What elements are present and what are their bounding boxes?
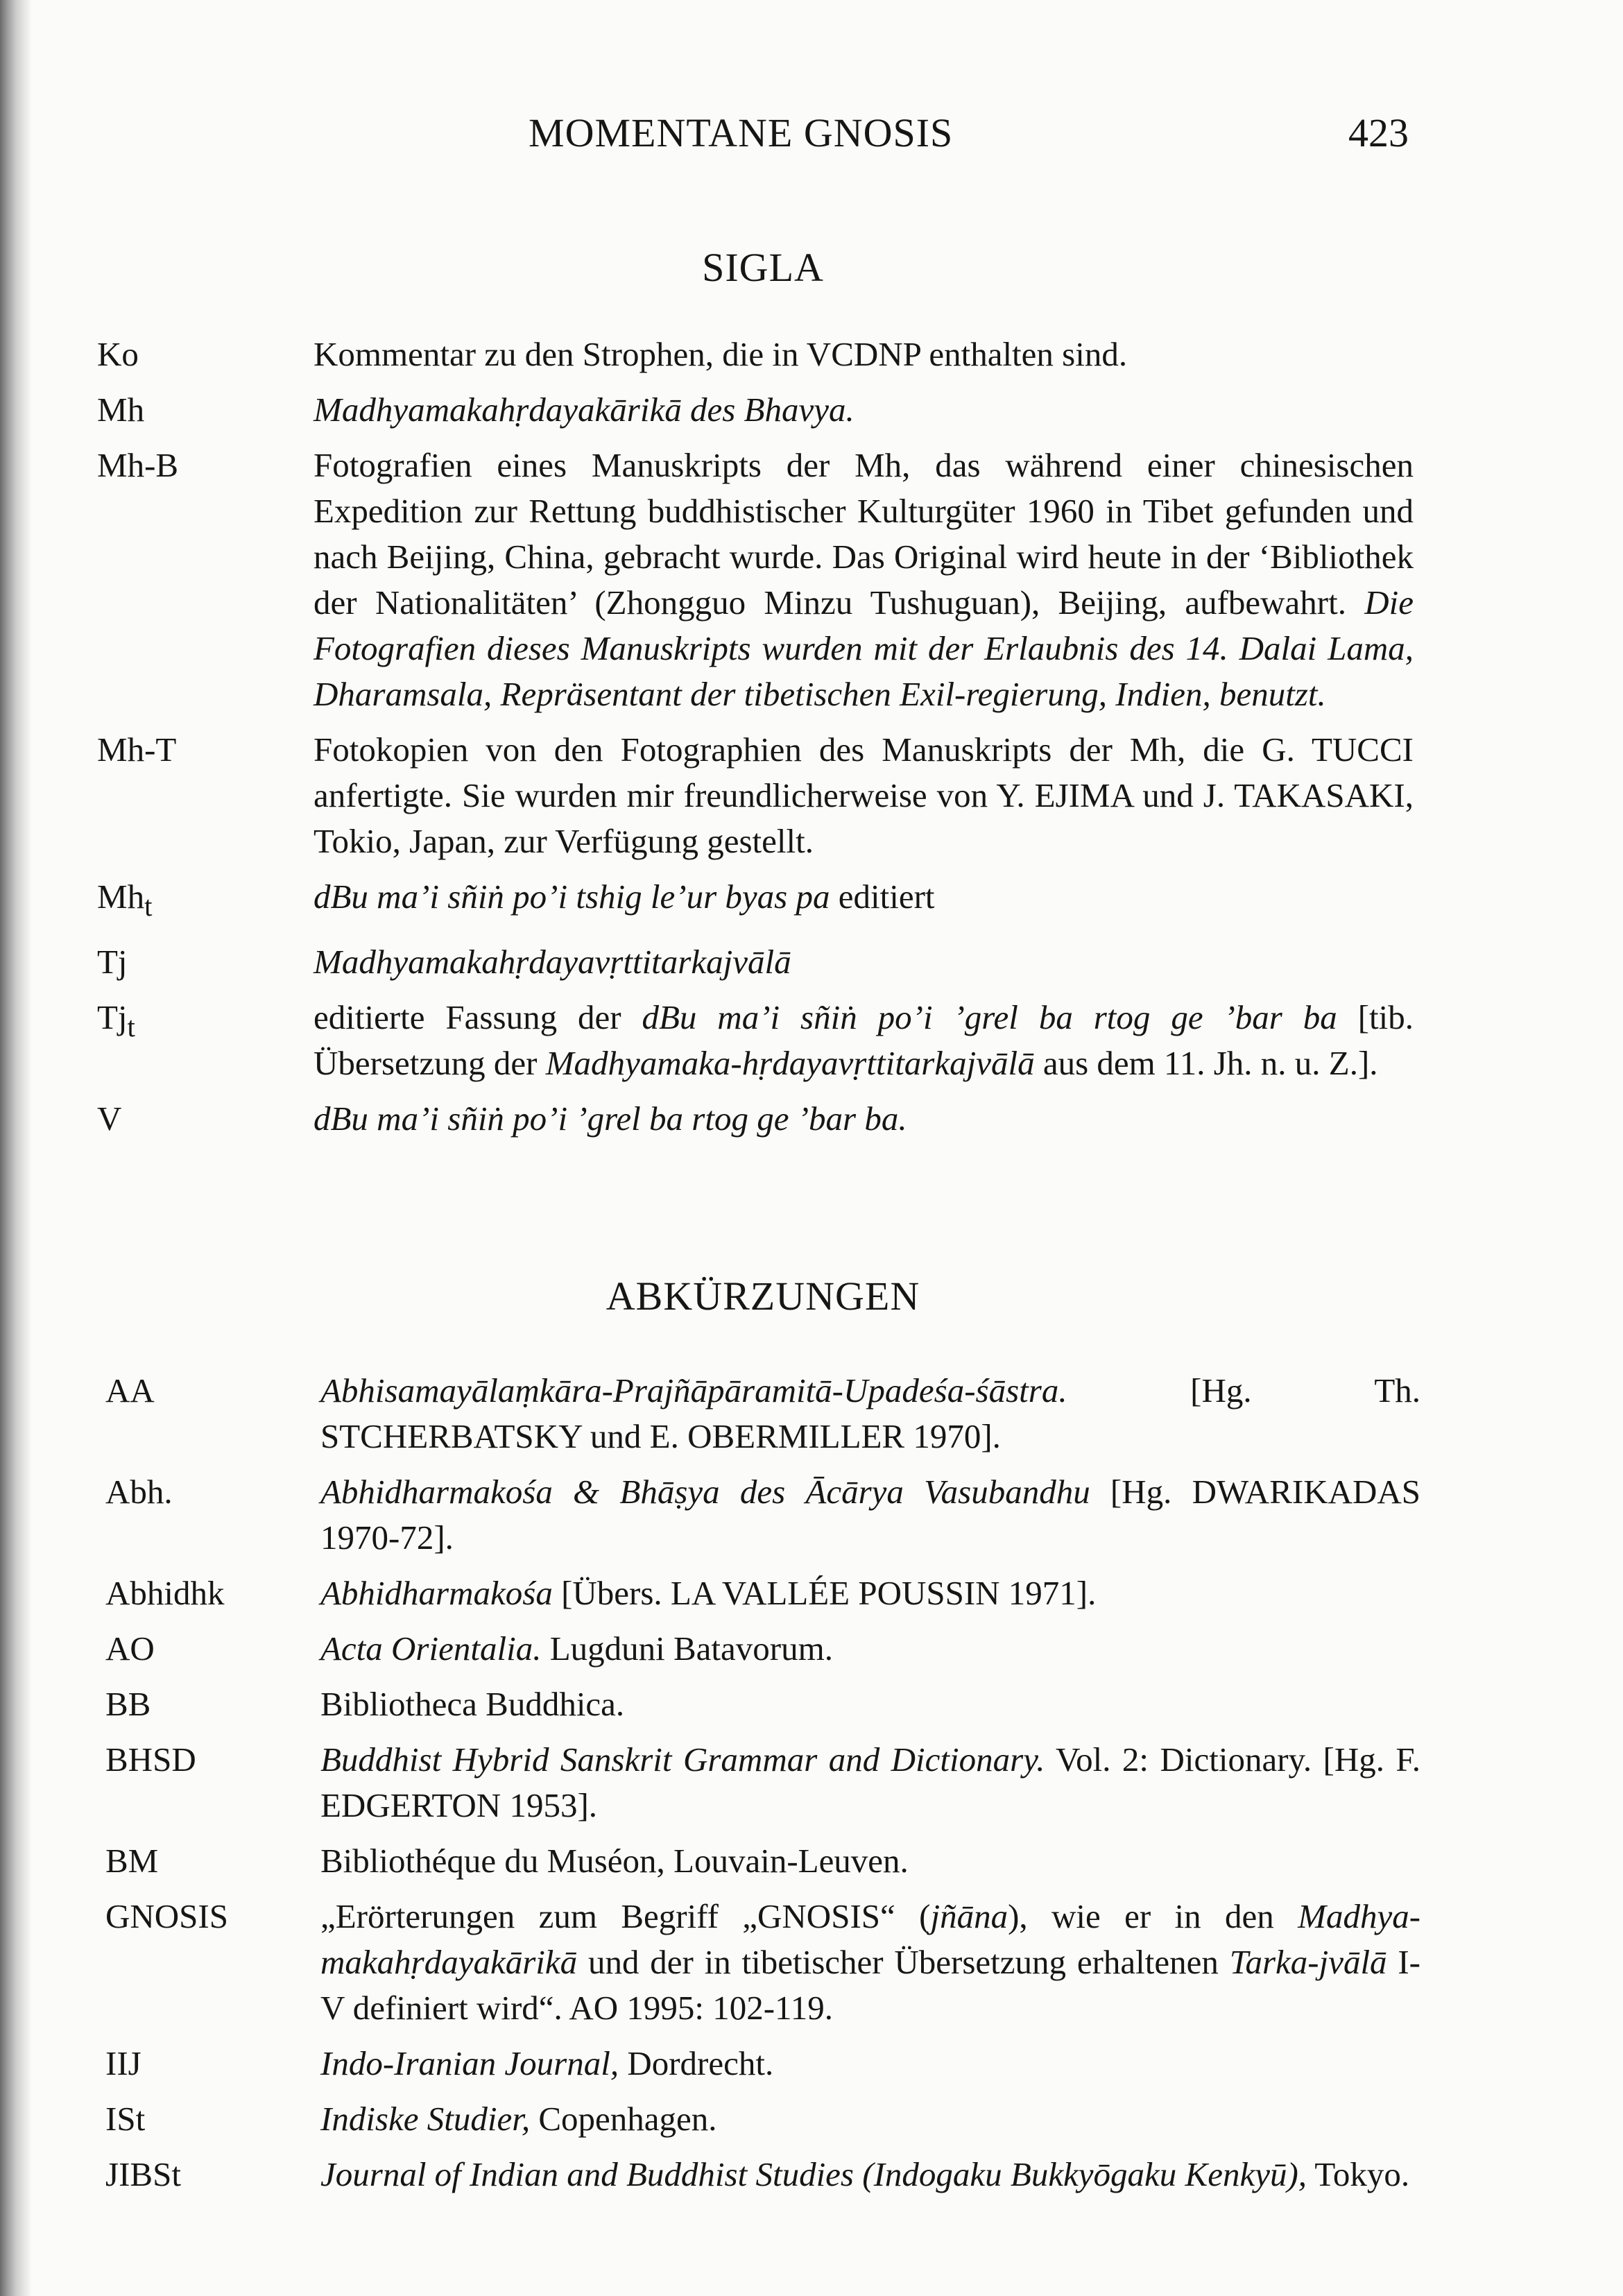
siglum: Ko (97, 335, 139, 373)
definition: „Erörterungen zum Begriff „GNOSIS“ (jñāna), wie er in den Madhya-makahṛdayakārikā und der in tibetischer Übersetzung erhaltenen Tarka-jvālā I-V definiert wird“. AO 1995: 102-119. (320, 1897, 1421, 2027)
abbreviation: ISt (105, 2100, 146, 2138)
definition: Madhyamakahṛdayakārikā des Bhavya. (314, 391, 855, 429)
abbreviation: Abhidhk (105, 1574, 225, 1612)
siglum: Tj (97, 942, 128, 981)
abbreviation-entry (0, 1737, 1623, 1828)
abbreviation-entry (0, 2041, 1623, 2087)
abbreviation-entry (0, 1469, 1623, 1561)
definition: Indiske Studier, Copenhagen. (320, 2100, 717, 2138)
abbreviation-entry (0, 1681, 1623, 1727)
definition: Bibliothéque du Muséon, Louvain-Leuven. (320, 1842, 909, 1880)
definition: Madhyamakahṛdayavṛttitarkajvālā (314, 942, 791, 981)
sigla-entry (0, 874, 1623, 929)
definition: Kommentar zu den Strophen, die in VCDNP enthalten sind. (314, 335, 1128, 373)
running-title: MOMENTANE GNOSIS (529, 110, 954, 155)
section-title-sigla: SIGLA (702, 245, 824, 290)
definition: Bibliotheca Buddhica. (320, 1685, 625, 1723)
definition: Abhisamayālaṃkāra-Prajñāpāramitā-Upadeśa-śāstra. [Hg. Th. STCHERBATSKY und E. OBERMILLER 1970]. (320, 1371, 1420, 1455)
sigla-entry (0, 443, 1623, 717)
definition: dBu ma’i sñiṅ po’i tshig le’ur byas pa editiert (314, 877, 935, 916)
definition: Abhidharmakośa & Bhāṣya des Ācārya Vasubandhu [Hg. DWARIKADAS 1970-72]. (320, 1473, 1420, 1557)
abbreviation: AO (105, 1629, 155, 1668)
abbreviation: JIBSt (105, 2155, 181, 2193)
definition: editierte Fassung der dBu ma’i sñiṅ po’i ’grel ba rtog ge ’bar ba [tib. Übersetzung der Madhyamaka-hṛdayavṛttitarkajvālā aus dem 11. Jh. n. u. Z.]. (314, 997, 1414, 1082)
page-number: 423 (1348, 110, 1409, 155)
sigla-list (0, 332, 1623, 1151)
sigla-entry (0, 995, 1623, 1086)
sigla-entry (0, 387, 1623, 433)
abbreviation-entry (0, 1368, 1623, 1459)
abbreviation-entry (0, 2096, 1623, 2142)
siglum: $Tj_t$ (97, 997, 135, 1043)
abbreviation-entry (0, 1894, 1623, 2031)
definition: dBu ma’i sñiṅ po’i ’grel ba rtog ge ’bar ba. (314, 1099, 907, 1138)
siglum: V (97, 1099, 122, 1138)
abbreviation: AA (105, 1371, 155, 1410)
abkuerzungen-list (0, 1368, 1623, 2207)
sigla-entry (0, 1096, 1623, 1142)
abbreviation: BB (105, 1685, 151, 1723)
definition: Buddhist Hybrid Sanskrit Grammar and Dictionary. Vol. 2: Dictionary. [Hg. F. EDGERTON 1953]. (320, 1740, 1420, 1824)
definition: Fotokopien von den Fotographien des Manuskripts der Mh, die G. TUCCI anfertigte. Sie wurden mir freundlicherweise von Y. EJIMA und J. TAKASAKI, Tokio, Japan, zur Verfügung gestellt. (314, 730, 1414, 860)
siglum: Mh-B (97, 446, 179, 484)
abbreviation: GNOSIS (105, 1897, 228, 1935)
abbreviation: Abh. (105, 1473, 173, 1511)
definition: Indo-Iranian Journal, Dordrecht. (320, 2044, 774, 2082)
sigla-entry (0, 939, 1623, 985)
abbreviation-entry (0, 1838, 1623, 1884)
sigla-entry (0, 332, 1623, 377)
definition: Fotografien eines Manuskripts der Mh, das während einer chinesischen Expedition zur Rettung buddhistischer Kulturgüter 1960 in Tibet gefunden und nach Beijing, China, gebracht wurde. Das Original wird heute in der ‘Bibliothek der Nationalitäten’ (Zhongguo Minzu Tushuguan), Beijing, aufbewahrt. Die Fotografien dieses Manuskripts wurden mit der Erlaubnis des 14. Dalai Lama, Dharamsala, Repräsentant der tibetischen Exil-regierung, Indien, benutzt. (314, 446, 1414, 713)
section-title-abkuerzungen: ABKÜRZUNGEN (606, 1274, 920, 1319)
abbreviation: IIJ (105, 2044, 141, 2082)
definition: Acta Orientalia. Lugduni Batavorum. (320, 1629, 833, 1668)
abbreviation: BM (105, 1842, 159, 1880)
abbreviation-entry (0, 1626, 1623, 1672)
definition: Journal of Indian and Buddhist Studies (Indogaku Bukkyōgaku Kenkyū), Tokyo. (320, 2155, 1410, 2193)
definition: Abhidharmakośa [Übers. LA VALLÉE POUSSIN 1971]. (320, 1574, 1097, 1612)
running-header (0, 104, 1623, 160)
siglum: Mh (97, 391, 145, 429)
sigla-entry (0, 727, 1623, 864)
abbreviation: BHSD (105, 1740, 196, 1779)
siglum: Mh-T (97, 730, 177, 769)
siglum: $Mh_t$ (97, 877, 153, 922)
abbreviation-entry (0, 2152, 1623, 2198)
abbreviation-entry (0, 1570, 1623, 1616)
